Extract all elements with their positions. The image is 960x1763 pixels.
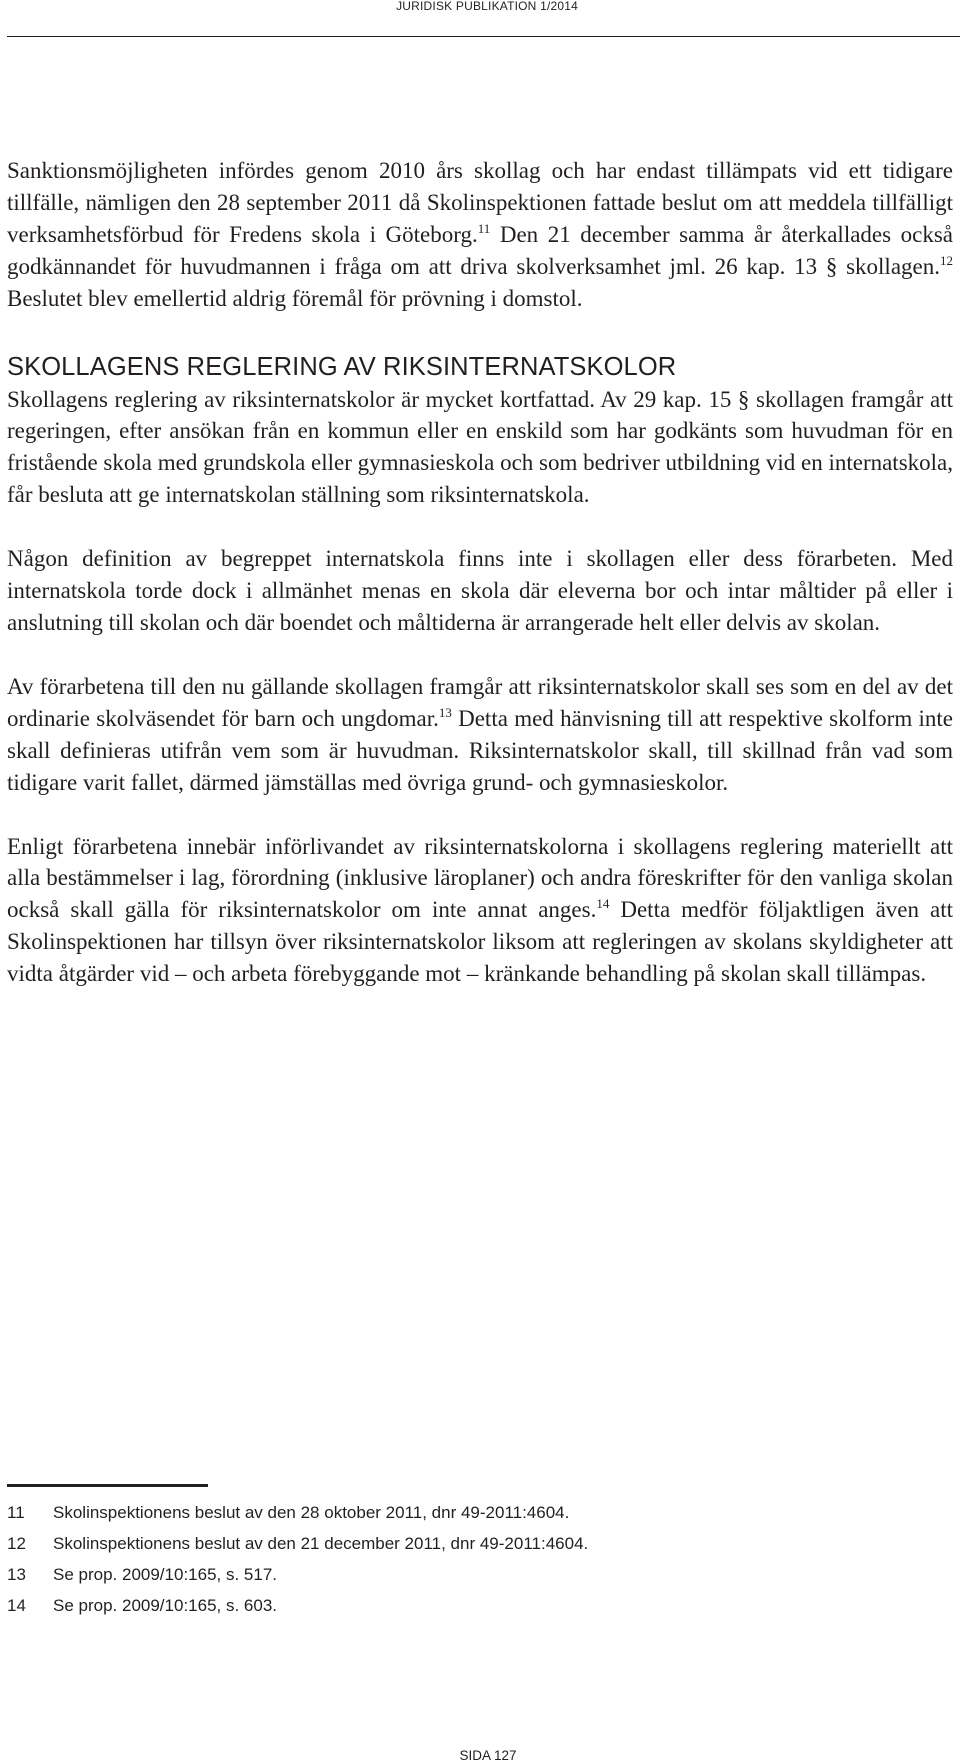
footnote-item [7, 1528, 947, 1559]
section-heading: SKOLLAGENS REGLERING AV RIKSINTERNATSKOLOR [7, 352, 677, 381]
running-header: JURIDISK PUBLIKATION 1/2014 [396, 0, 578, 13]
footnote-text: Se prop. 2009/10:165, s. 603. [53, 1596, 278, 1615]
footnote-text: Skolinspektionens beslut av den 28 oktober 2011, dnr 49-2011:4604. [53, 1503, 570, 1522]
footnote-number: 13 [7, 1565, 26, 1584]
header-divider [7, 36, 960, 37]
footnote-number: 11 [7, 1503, 25, 1522]
paragraph-incorporation [7, 831, 953, 991]
paragraph-definition: Någon definition av begreppet internatskola finns inte i skollagen eller dess förarbeten. Med internatskola torde dock i allmänhet menas en skola där eleverna bor och intar måltider på eller i anslutning till skolan och där boendet och måltiderna är arrangerade helt eller delvis av skolan. [7, 546, 953, 635]
footnote-number: 12 [7, 1534, 26, 1553]
footnote-ref-14[interactable]: 14 [596, 896, 610, 912]
paragraph-text: Enligt förarbetena innebär införlivandet av riksinternatskolorna i skollagens reglering materiellt att alla bestämmelser i lag, förordning (inklusive läroplaner) och andra föreskrifter för den vanliga skolan också skall gälla för riksinternatskolor om inte annat anges. [7, 833, 953, 923]
footnote-item [7, 1497, 947, 1528]
paragraph-text: Den 21 december samma år återkallades också godkännandet för huvudmannen i fråga om att driva skolverksamhet jml. 26 kap. 13 § skollagen. [7, 221, 953, 279]
footnote-ref-11[interactable]: 11 [477, 220, 491, 236]
article-body [7, 155, 953, 990]
paragraph-sanctions [7, 155, 953, 315]
paragraph-text: Sanktionsmöjligheten infördes genom 2010 års skollag och har endast tillämpats vid ett tidigare tillfälle, nämligen den 28 september 2011 då Skolinspektionen fattade beslut om att meddela tillfälligt verksamhetsförbud för Fredens skola i Göteborg. [7, 158, 953, 247]
footnote-ref-12[interactable]: 12 [940, 252, 953, 268]
footnote-item [7, 1590, 947, 1621]
footnote-ref-13[interactable]: 13 [438, 704, 452, 720]
page-number: SIDA 127 [459, 1748, 517, 1763]
paragraph-text: Beslutet blev emellertid aldrig föremål för prövning i domstol. [7, 285, 583, 311]
paragraph-preparatory-works [7, 671, 953, 799]
paragraph-text: Detta med hänvisning till att respektive skolform inte skall definieras utifrån vem som är huvudman. Riksinternatskolor skall, till skillnad från vad som tidigare varit fallet, därmed jämställas med övriga grund- och gymnasieskolor. [7, 705, 953, 795]
footnote-divider [7, 1484, 208, 1487]
footnotes [7, 1497, 947, 1621]
footnote-item [7, 1559, 947, 1590]
footnote-text: Se prop. 2009/10:165, s. 517. [53, 1565, 278, 1584]
footnote-text: Skolinspektionens beslut av den 21 december 2011, dnr 49-2011:4604. [53, 1534, 589, 1553]
paragraph-regulation: Skollagens reglering av riksinternatskolor är mycket kortfattad. Av 29 kap. 15 § skollagen framgår att regeringen, efter ansökan från en kommun eller en enskild som har godkänts som huvudman för en fristående skola med grundskola eller gymnasieskola och som bedriver utbildning vid en internatskola, får besluta att ge internatskolan ställning som riksinternatskola. [7, 386, 953, 508]
paragraph-text: Av förarbetena till den nu gällande skollagen framgår att riksinternatskolor skall ses som en del av det ordinarie skolväsendet för barn och ungdomar. [7, 673, 953, 731]
footnote-number: 14 [7, 1596, 26, 1615]
paragraph-text: Detta medför följaktligen även att Skolinspektionen har tillsyn över riksinternatskolor liksom att regleringen av skolans skyldigheter att vidta åtgärder vid – och arbeta förebyggande mot – kränkande behandling på skolan skall tillämpas. [7, 897, 953, 987]
